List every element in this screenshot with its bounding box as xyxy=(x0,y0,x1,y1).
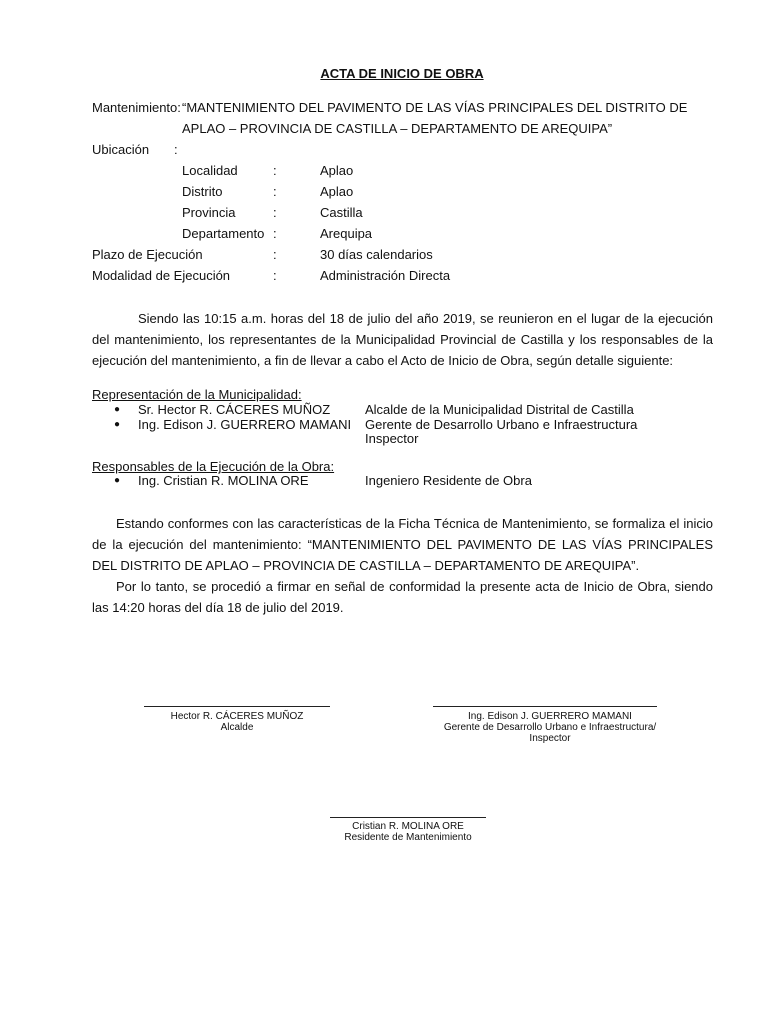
signature-1-name: Hector R. CÁCERES MUÑOZ xyxy=(170,711,304,722)
signature-3-name: Cristian R. MOLINA ORE xyxy=(352,821,464,832)
signature-line-2 xyxy=(433,706,657,707)
signature-2-name: Ing. Edison J. GUERRERO MAMANI xyxy=(468,711,632,722)
signature-block-2 xyxy=(410,711,690,744)
modalidad-colon: : xyxy=(273,268,277,283)
rep-2-name: Ing. Edison J. GUERRERO MAMANI xyxy=(138,417,352,432)
plazo-label: Plazo de Ejecución xyxy=(92,247,203,262)
intro-paragraph-text: Siendo las 10:15 a.m. horas del 18 de julio del año 2019, se reunieron en el lugar de la ejecución del mantenimiento, los representantes de la Municipalidad Provincial de Castilla y los responsables de la ejecución del mantenimiento, a fin de llevar a cabo el Acto de Inicio de Obra, según detalle siguiente: xyxy=(92,311,713,368)
distrito-label: Distrito xyxy=(182,184,223,199)
resp-1-name: Ing. Cristian R. MOLINA ORE xyxy=(138,473,309,488)
plazo-value: 30 días calendarios xyxy=(320,247,433,262)
distrito-colon: : xyxy=(273,184,277,199)
localidad-value: Aplao xyxy=(320,163,354,178)
modalidad-value: Administración Directa xyxy=(320,268,451,283)
mantenimiento-label: Mantenimiento: xyxy=(92,100,181,115)
signature-3-title: Residente de Mantenimiento xyxy=(344,832,472,843)
ubicacion-label: Ubicación xyxy=(92,142,150,157)
bullet-icon: ● xyxy=(114,419,121,430)
signature-2-title-line-2: Inspector xyxy=(529,733,571,744)
cierre-paragraph xyxy=(92,576,713,618)
signature-line-3 xyxy=(330,817,486,818)
departamento-colon: : xyxy=(273,226,277,241)
rep-2-role: Gerente de Desarrollo Urbano e Infraestructura xyxy=(365,417,638,432)
provincia-value: Castilla xyxy=(320,205,363,220)
provincia-label: Provincia xyxy=(182,205,236,220)
resp-1-role: Ingeniero Residente de Obra xyxy=(365,473,532,488)
signature-2-title: Gerente de Desarrollo Urbano e Infraestructura/ xyxy=(443,722,657,733)
departamento-label: Departamento xyxy=(182,226,265,241)
conformidad-paragraph-text: Estando conformes con las características de la Ficha Técnica de Mantenimiento, se formaliza el inicio de la ejecución del mantenimiento: “MANTENIMIENTO DEL PAVIMENTO DE LAS VÍAS PRINCIPALES DEL DISTRITO DE APLAO – PROVINCIA DE CASTILLA – DEPARTAMENTO DE AREQUIPA”. xyxy=(92,516,713,573)
conformidad-paragraph xyxy=(92,513,713,576)
signature-block-1 xyxy=(124,711,350,733)
document-title: ACTA DE INICIO DE OBRA xyxy=(320,66,484,81)
signature-1-title: Alcalde xyxy=(220,722,254,733)
responsables-heading: Responsables de la Ejecución de la Obra: xyxy=(92,459,335,474)
plazo-colon: : xyxy=(273,247,277,262)
rep-2-role-line-2: Inspector xyxy=(365,431,419,446)
cierre-paragraph-text: Por lo tanto, se procedió a firmar en señal de conformidad la presente acta de Inicio de Obra, siendo las 14:20 horas del día 18 de julio del 2019. xyxy=(92,579,713,615)
intro-paragraph xyxy=(92,308,713,371)
bullet-icon: ● xyxy=(114,475,121,486)
localidad-colon: : xyxy=(273,163,277,178)
bullet-icon: ● xyxy=(114,404,121,415)
provincia-colon: : xyxy=(273,205,277,220)
representacion-heading: Representación de la Municipalidad: xyxy=(92,387,302,402)
signature-line-1 xyxy=(144,706,330,707)
mantenimiento-line-2: APLAO – PROVINCIA DE CASTILLA – DEPARTAMENTO DE AREQUIPA” xyxy=(182,121,613,136)
modalidad-label: Modalidad de Ejecución xyxy=(92,268,231,283)
mantenimiento-line-1: “MANTENIMIENTO DEL PAVIMENTO DE LAS VÍAS PRINCIPALES DEL DISTRITO DE xyxy=(182,100,688,115)
distrito-value: Aplao xyxy=(320,184,354,199)
signature-block-3 xyxy=(298,821,518,843)
localidad-label: Localidad xyxy=(182,163,238,178)
departamento-value: Arequipa xyxy=(320,226,373,241)
rep-1-name: Sr. Hector R. CÁCERES MUÑOZ xyxy=(138,402,331,417)
ubicacion-colon: : xyxy=(174,142,178,157)
rep-1-role: Alcalde de la Municipalidad Distrital de Castilla xyxy=(365,402,634,417)
